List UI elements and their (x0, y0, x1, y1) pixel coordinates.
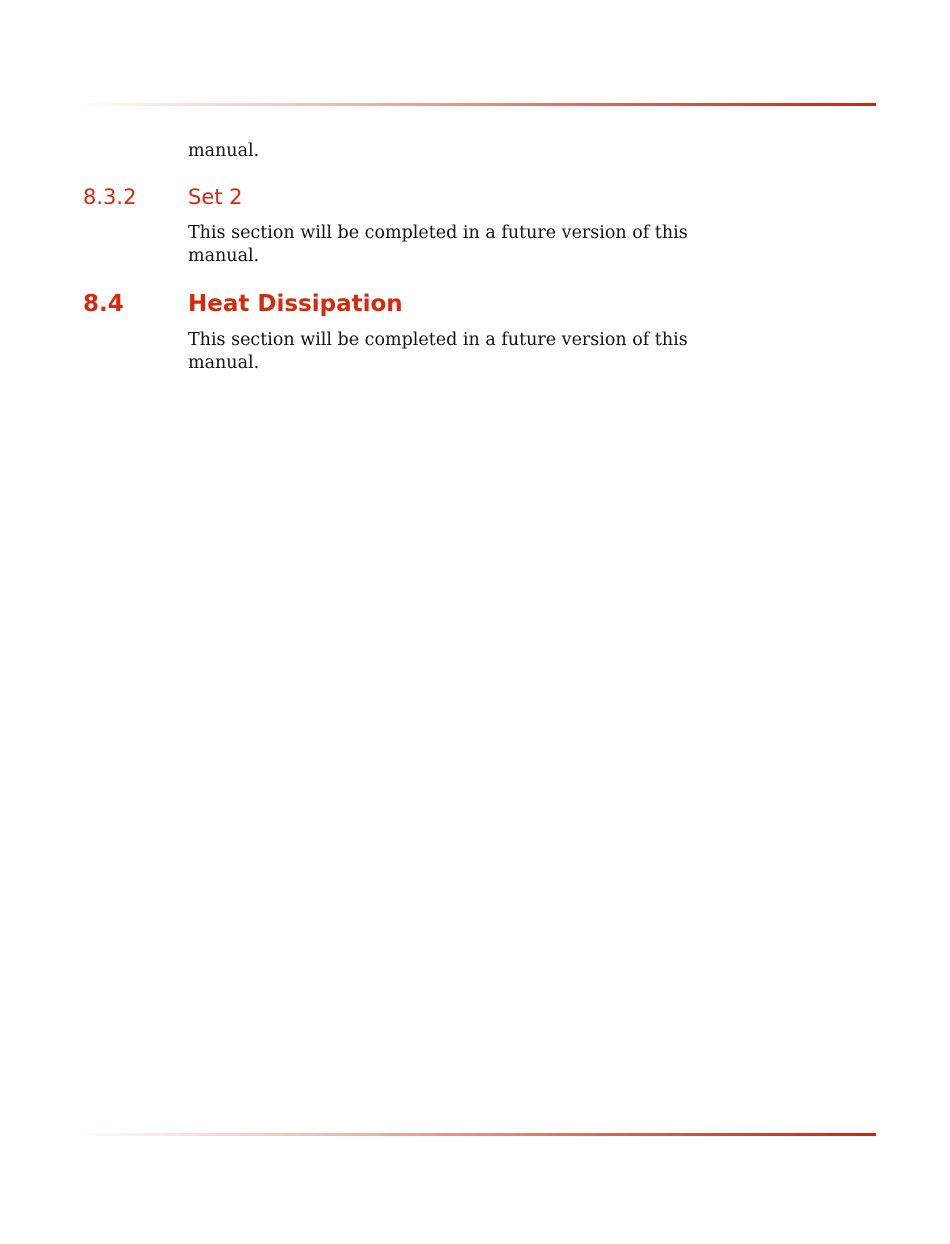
footer-rule (75, 1133, 876, 1136)
section-number: 8.4 (83, 291, 124, 317)
continued-text: manual. (188, 141, 260, 161)
section-8-4-paragraph (188, 329, 788, 375)
paragraph-line: manual. (188, 353, 260, 373)
paragraph-line: This section will be completed in a future version of this (188, 223, 688, 243)
section-number: 8.3.2 (83, 185, 137, 209)
section-title: Set 2 (188, 185, 243, 209)
header-rule (75, 103, 876, 106)
section-heading-8-3-2 (83, 184, 243, 210)
continued-paragraph (188, 140, 788, 163)
paragraph-line: This section will be completed in a future version of this (188, 330, 688, 350)
section-heading-8-4 (83, 290, 403, 318)
section-8-3-2-paragraph (188, 222, 788, 268)
paragraph-line: manual. (188, 246, 260, 266)
section-title: Heat Dissipation (188, 291, 403, 317)
